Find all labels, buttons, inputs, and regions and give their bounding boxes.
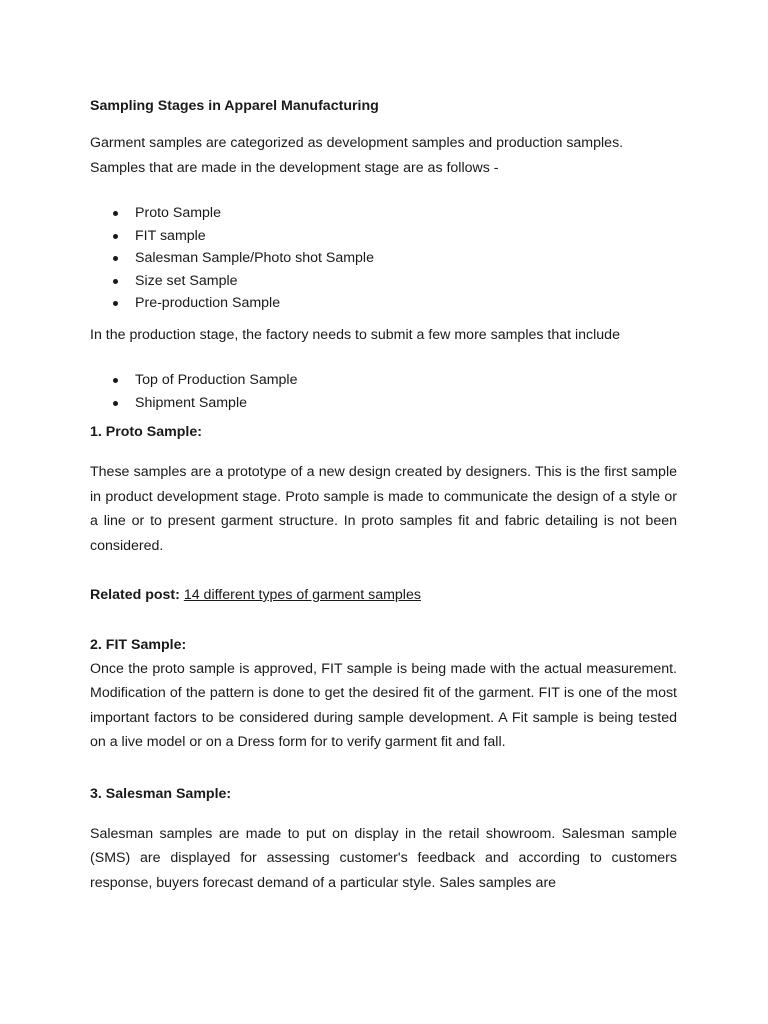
- list-item: Proto Sample: [135, 202, 677, 225]
- development-samples-list: [90, 202, 677, 315]
- section-body-proto: These samples are a prototype of a new design created by designers. This is the first sample in product development stage. Proto sample is made to communicate the design of a style or a line or to present garment structure. In proto samples fit and fabric detailing is not been considered.: [90, 464, 677, 554]
- list-item: Top of Production Sample: [135, 369, 677, 392]
- list-item: Shipment Sample: [135, 392, 677, 415]
- list-item: Pre-production Sample: [135, 292, 677, 315]
- related-post-link[interactable]: 14 different types of garment samples: [183, 587, 421, 603]
- production-samples-list: [90, 369, 677, 414]
- production-intro-paragraph: In the production stage, the factory needs to submit a few more samples that include: [90, 326, 620, 343]
- section-body-fit: Once the proto sample is approved, FIT sample is being made with the actual measurement. Modification of the pattern is done to get the desired fit of the garment. FIT is one of the most important factors to be considered during sample development. A Fit sample is being tested on a live model or on a Dress form for to verify garment fit and fall.: [90, 660, 677, 750]
- related-post: [90, 583, 677, 608]
- document-title: Sampling Stages in Apparel Manufacturing: [90, 98, 379, 114]
- section-heading-fit: 2. FIT Sample:: [90, 636, 187, 653]
- list-item: Salesman Sample/Photo shot Sample: [135, 247, 677, 270]
- section-heading-proto: 1. Proto Sample:: [90, 424, 202, 440]
- document-page: [90, 95, 677, 895]
- list-item: FIT sample: [135, 225, 677, 248]
- section-body-salesman: Salesman samples are made to put on display in the retail showroom. Salesman sample (SMS) are displayed for assessing customer's feedback and according to customers response, buyers forecast demand of a particular style. Sales samples are: [90, 825, 677, 891]
- intro-paragraph: Garment samples are categorized as development samples and production samples. Samples that are made in the development stage are as follows -: [90, 135, 624, 176]
- related-post-label: Related post:: [90, 587, 180, 603]
- list-item: Size set Sample: [135, 270, 677, 293]
- section-heading-salesman: 3. Salesman Sample:: [90, 785, 232, 802]
